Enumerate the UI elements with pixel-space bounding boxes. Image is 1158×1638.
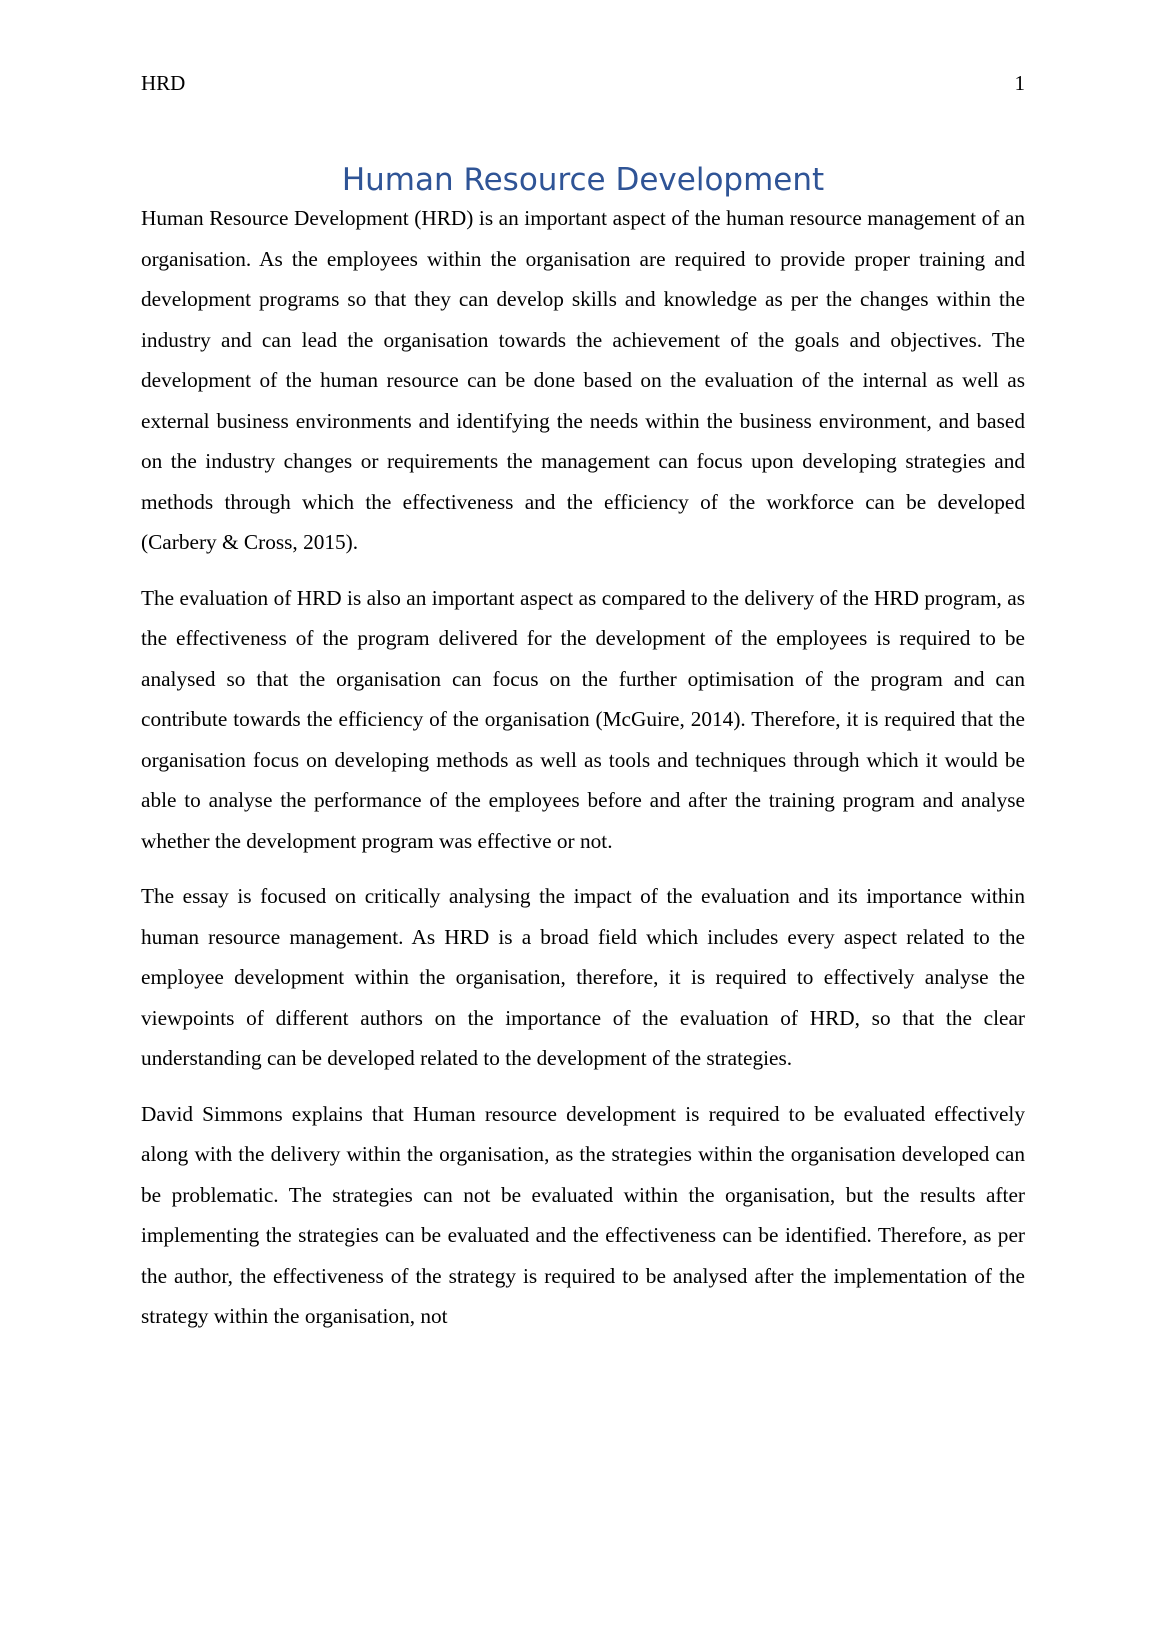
- running-header-title: HRD: [141, 71, 186, 95]
- page-header: [141, 68, 1025, 98]
- paragraph-evaluation: The evaluation of HRD is also an important aspect as compared to the delivery of the HRD program, as the effectiveness of the program delivered for the development of the employees is required to be analysed so that the organisation can focus on the further optimisation of the program and can contribute towards the efficiency of the organisation (McGuire, 2014). Therefore, it is required that the organisation focus on developing methods as well as tools and techniques through which it would be able to analyse the performance of the employees before and after the training program and analyse whether the development program was effective or not.: [141, 585, 1025, 853]
- document-body: [141, 198, 1025, 1352]
- paragraph-essay-focus: The essay is focused on critically analysing the impact of the evaluation and its importance within human resource management. As HRD is a broad field which includes every aspect related to the employee development within the organisation, therefore, it is required to effectively analyse the viewpoints of different authors on the importance of the evaluation of HRD, so that the clear understanding can be developed related to the development of the strategies.: [141, 884, 1025, 1070]
- document-title: Human Resource Development: [341, 162, 825, 198]
- paragraph-introduction: Human Resource Development (HRD) is an important aspect of the human resource management of an organisation. As the employees within the organisation are required to provide proper training and development programs so that they can develop skills and knowledge as per the changes within the industry and can lead the organisation towards the achievement of the goals and objectives. The development of the human resource can be done based on the evaluation of the internal as well as external business environments and identifying the needs within the business environment, and based on the industry changes or requirements the management can focus upon developing strategies and methods through which the effectiveness and the efficiency of the workforce can be developed (Carbery & Cross, 2015).: [141, 206, 1025, 554]
- page-number: 1: [1014, 71, 1025, 95]
- paragraph-david-simmons: David Simmons explains that Human resource development is required to be evaluated effectively along with the delivery within the organisation, as the strategies within the organisation developed can be problematic. The strategies can not be evaluated within the organisation, but the results after implementing the strategies can be evaluated and the effectiveness can be identified. Therefore, as per the author, the effectiveness of the strategy is required to be analysed after the implementation of the strategy within the organisation, not: [141, 1101, 1025, 1328]
